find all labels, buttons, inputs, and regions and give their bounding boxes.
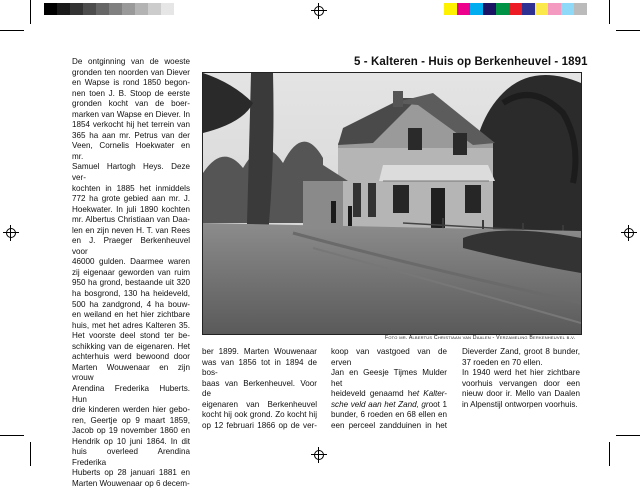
color-swatch [561, 3, 574, 15]
text-line: Jan en Geesje Tijmes Mulder het [331, 368, 447, 388]
text-line: nieuw door ir. Mello van Daalen [462, 389, 580, 399]
text-line: drie kinderen werden hier gebo- [72, 405, 190, 415]
text-line: nen toen J. B. Stoop de eerste [72, 88, 190, 98]
text-line: koop van vastgoed van de erven [331, 347, 447, 367]
text-line: 772 ha grote gebied aan mr. J. [72, 194, 190, 204]
text-line: kochten in 1885 het inmiddels [72, 183, 190, 193]
text-line: baas van Berkenheuvel. Voor de [202, 378, 317, 399]
color-swatch [483, 3, 496, 15]
text-line: en J. Praeger Berkenheuvel voor [72, 236, 190, 256]
text-column-3 [331, 347, 447, 431]
historical-photo [202, 72, 582, 335]
text-line: Samuel Hartogh Heys. Deze ver- [72, 162, 190, 183]
photo-caption: Foto mr. Albertus Christiaan van Daalen - Verzameling Berkenheuvel b.v. [385, 335, 576, 341]
text-line: in Alpenstijl ontworpen voorhuis. [462, 399, 578, 409]
color-swatch [522, 3, 535, 15]
text-line: zij eigenaar geworden van ruim [72, 267, 190, 277]
gray-swatch [44, 3, 57, 15]
text-line: achterhuis werd bewoond door [72, 352, 190, 362]
text-line: Marten Wouwenaar en zijn vrouw [72, 362, 190, 383]
text-line: Hendrik op 10 juni 1864. In dit [72, 436, 190, 446]
text-line: ha bosgrond, 130 ha heideveld, [72, 289, 190, 299]
color-swatch [457, 3, 470, 15]
color-swatch [535, 3, 548, 15]
text-line: ren, Geertje op 9 maart 1859, [72, 415, 190, 425]
gray-swatch [161, 3, 174, 15]
text-line: 46000 gulden. Daarmee waren [72, 257, 190, 267]
color-swatch [444, 3, 457, 15]
text-line: 37 roeden en 70 ellen. [462, 357, 543, 367]
text-line: huis, met het adres Kalteren 35. [72, 320, 190, 330]
text-line: een perceel zandduinen in het [331, 420, 447, 430]
text-line: gronden ten noorden van Diever [72, 67, 190, 77]
gray-swatch [122, 3, 135, 15]
text-line: eigenaren van Berkenheuvel [202, 399, 317, 409]
color-swatch [548, 3, 561, 15]
gray-swatch [148, 3, 161, 15]
registration-mark-top [311, 3, 327, 19]
text-line: De ontginning van de woeste [72, 57, 190, 66]
text-line: Arendina Frederika Huberts. Hun [72, 383, 190, 404]
text-line: en Wapse is rond 1850 begon- [72, 78, 190, 88]
registration-mark-bottom [311, 447, 327, 463]
text-line: Dieverder Zand, groot 8 bunder, [462, 347, 580, 356]
text-line: 500 ha zandgrond, 4 ha bouw- [72, 299, 190, 309]
text-line: Huberts op 28 januari 1881 en [72, 468, 190, 478]
text-line: Marten Wouwenaar op 6 decem- [72, 478, 190, 488]
text-line: schikking van de eigenaren. Het [72, 341, 190, 351]
text-line: Hoekwater. In juli 1890 kochten [72, 204, 190, 214]
text-column-1 [72, 57, 190, 489]
text-line: kocht hij ook grond. Zo kocht hij [202, 410, 317, 420]
text-line: Jacob op 19 november 1860 en [72, 426, 190, 436]
text-line: ber 1899. Marten Wouwenaar [202, 347, 317, 356]
text-line: Het voorste deel stond ter be- [72, 331, 190, 341]
gray-swatch [83, 3, 96, 15]
text-line: was van 1856 tot in 1894 de bos- [202, 357, 317, 378]
text-line: gronden kocht van de boer- [72, 99, 190, 109]
gray-swatch [109, 3, 122, 15]
text-line: mr. Albertus Christiaan van Daa- [72, 215, 190, 225]
process-color-bar [444, 3, 587, 15]
text-line: marken van Wapse en Diever. In [72, 109, 190, 119]
gray-swatch [174, 3, 187, 15]
text-line: en weiland en het hier zichtbare [72, 310, 190, 320]
text-line: heideveld genaamd het Kalter- [331, 389, 447, 399]
registration-mark-right [621, 225, 637, 241]
grayscale-color-bar [44, 3, 187, 15]
gray-swatch [57, 3, 70, 15]
text-line: Veen, Cornelis Hoekwater en mr. [72, 141, 190, 161]
text-line: voorhuis vervangen door een [462, 378, 580, 388]
text-line: 950 ha grond, bestaande uit 320 [72, 278, 190, 288]
text-line: sche veld aan het Zand, groot 1 [331, 399, 447, 409]
color-swatch [509, 3, 522, 15]
color-swatch [574, 3, 587, 15]
text-line: bunder, 6 roeden en 68 ellen en [331, 410, 447, 420]
page-heading: 5 - Kalteren - Huis op Berkenheuvel - 1891 [354, 56, 588, 68]
text-line: 1854 verkocht hij het terrein van [72, 120, 190, 130]
gray-swatch [70, 3, 83, 15]
gray-swatch [96, 3, 109, 15]
text-line: len en zijn neven H. T. van Rees [72, 225, 190, 235]
text-column-4 [462, 347, 580, 410]
text-line: op 12 februari 1866 op de ver- [202, 420, 317, 430]
color-swatch [470, 3, 483, 15]
color-swatch [496, 3, 509, 15]
gray-swatch [135, 3, 148, 15]
text-column-2 [202, 347, 317, 431]
text-line: huis overleed Arendina Frederika [72, 447, 190, 467]
text-line: In 1940 werd het hier zichtbare [462, 368, 580, 378]
text-line: 365 ha aan mr. Petrus van der [72, 130, 190, 140]
registration-mark-left [3, 225, 19, 241]
